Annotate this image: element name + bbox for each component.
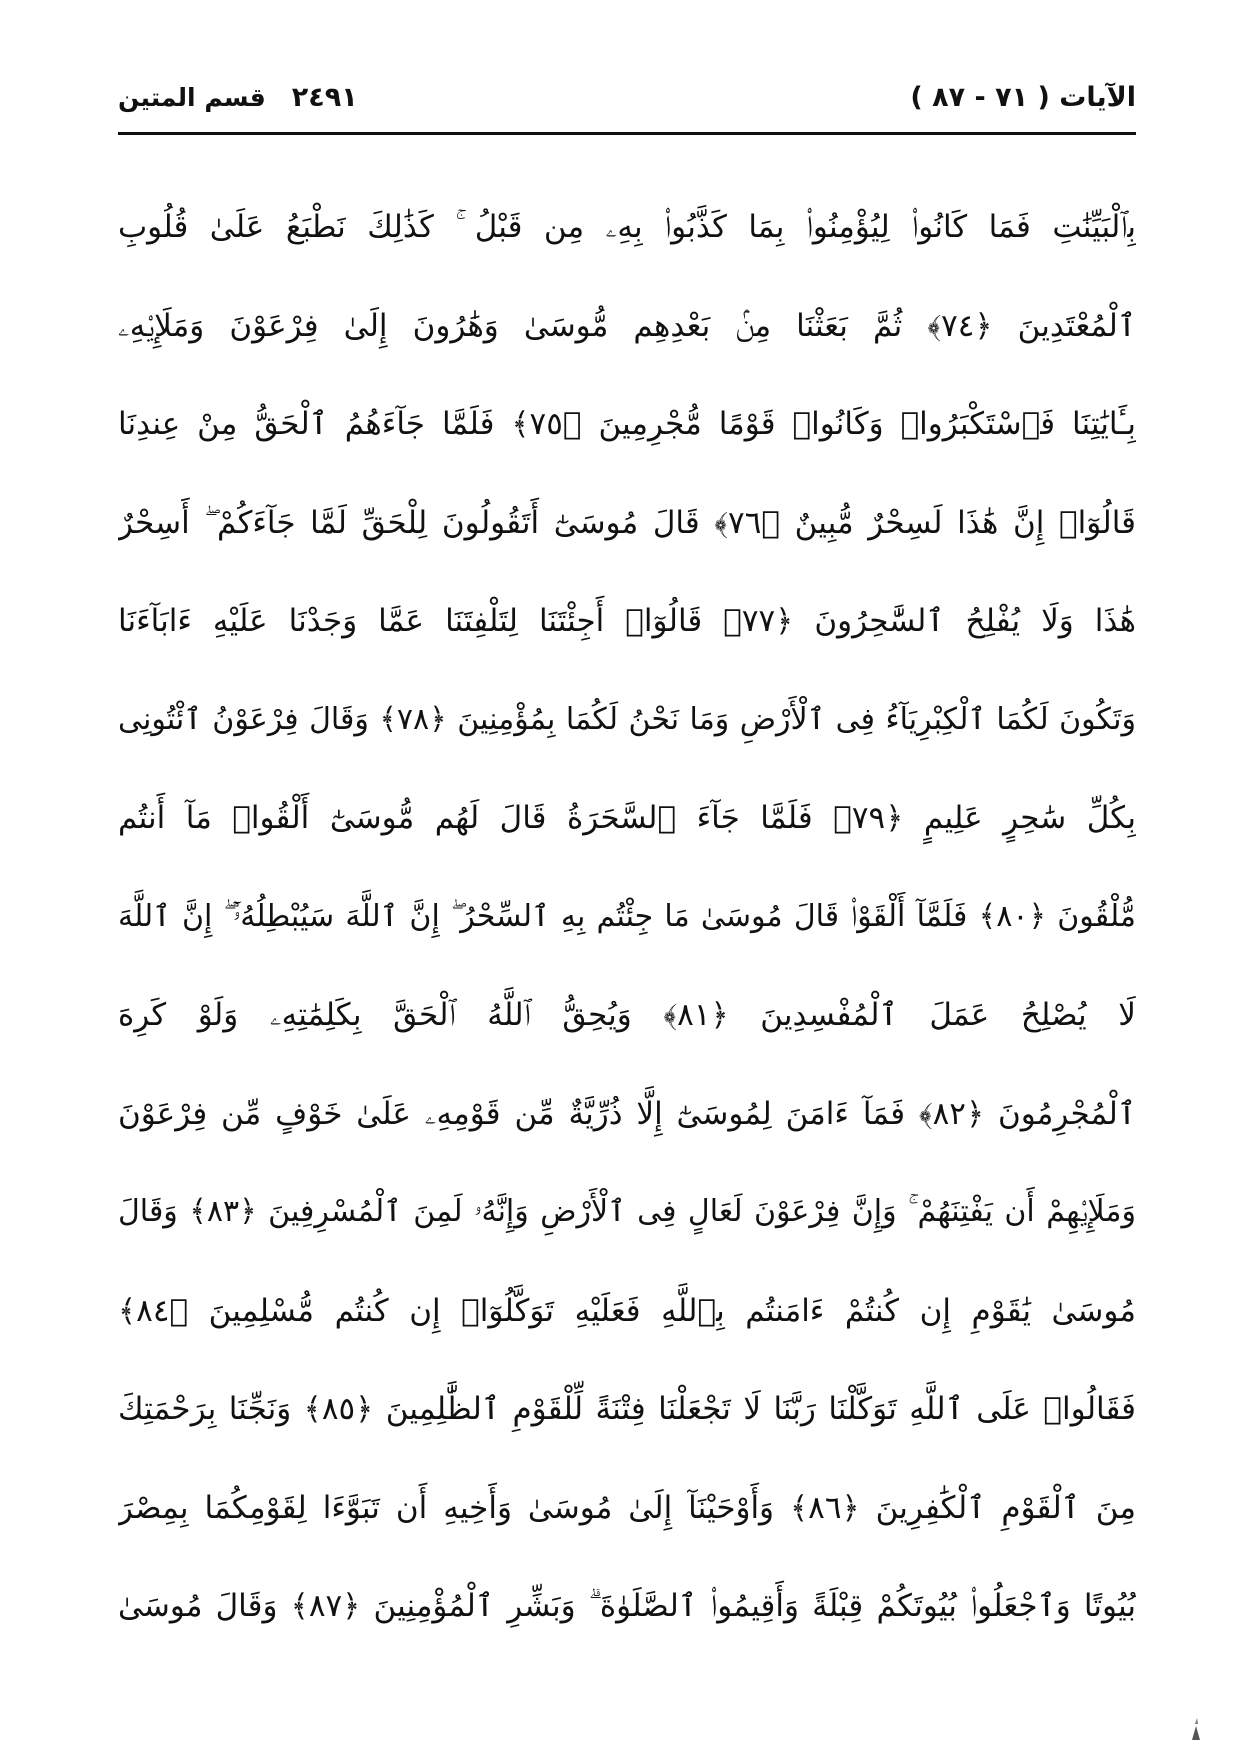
text-line-11: وَمَلَإِي۟هِمْ أَن يَفْتِنَهُمْ ۚ وَإِنَّ فِرْعَوْنَ لَعَالٍ فِى ٱلْأَرْضِ وَإِنَّهُۥ لَمِنَ ٱلْمُسْرِفِينَ ﴿٨٣﴾ وَقَالَ bbox=[118, 1194, 1136, 1229]
text-line-4: قَالُوٓا۟ إِنَّ هَٰذَا لَسِحْرٌ مُّبِينٌ ﴿٧٦﴾ قَالَ مُوسَىٰٓ أَتَقُولُونَ لِلْحَقِّ لَمَّا جَآءَكُمْ ۖ أَسِحْرٌ bbox=[118, 504, 1136, 541]
text-line-3: بِـَٔايَٰتِنَا فَٱسْتَكْبَرُوا۟ وَكَانُوا۟ قَوْمًا مُّجْرِمِينَ ﴿٧٥﴾ فَلَمَّا جَآءَهُمُ ٱلْحَقُّ مِنْ عِندِنَا bbox=[118, 406, 1136, 442]
text-line-5: هَٰذَا وَلَا يُفْلِحُ ٱلسَّٰحِرُونَ ﴿٧٧﴾ قَالُوٓا۟ أَجِئْتَنَا لِتَلْفِتَنَا عَمَّا وَجَدْنَا عَلَيْهِ ءَابَآءَنَا bbox=[118, 603, 1136, 639]
text-line-1: بِٱلْبَيِّنَٰتِ فَمَا كَانُوا۟ لِيُؤْمِنُوا۟ بِمَا كَذَّبُوا۟ بِهِۦ مِن قَبْلُ ۚ كَذَٰلِكَ نَطْبَعُ عَلَىٰ قُلُوبِ bbox=[118, 209, 1136, 245]
text-line-13: فَقَالُوا۟ عَلَى ٱللَّهِ تَوَكَّلْنَا رَبَّنَا لَا تَجْعَلْنَا فِتْنَةً لِّلْقَوْمِ ٱلظَّٰلِمِينَ ﴿٨٥﴾ وَنَجِّنَا بِرَحْمَتِكَ bbox=[118, 1391, 1136, 1427]
text-line-8: مُّلْقُونَ ﴿٨٠﴾ فَلَمَّآ أَلْقَوْا۟ قَالَ مُوسَىٰ مَا جِئْتُم بِهِ ٱلسِّحْرُ ۖ إِنَّ ٱللَّهَ سَيُبْطِلُهُۥٓ ۖ إِنَّ ٱللَّهَ bbox=[118, 898, 1136, 934]
text-line-12: مُوسَىٰ يَٰقَوْمِ إِن كُنتُمْ ءَامَنتُم بِٱللَّهِ فَعَلَيْهِ تَوَكَّلُوٓا۟ إِن كُنتُم مُّسْلِمِينَ ﴿٨٤﴾ bbox=[118, 1292, 1136, 1329]
page-number: ٢٤٩١ bbox=[291, 82, 358, 113]
quran-text bbox=[118, 178, 1136, 1656]
text-line-14: مِنَ ٱلْقَوْمِ ٱلْكَٰفِرِينَ ﴿٨٦﴾ وَأَوْحَيْنَآ إِلَىٰ مُوسَىٰ وَأَخِيهِ أَن تَبَوَّءَا لِقَوْمِكُمَا بِمِصْرَ bbox=[118, 1489, 1136, 1526]
text-line-15: بُيُوتًا وَٱجْعَلُوا۟ بُيُوتَكُمْ قِبْلَةً وَأَقِيمُوا۟ ٱلصَّلَوٰةَ ۗ وَبَشِّرِ ٱلْمُؤْمِنِينَ ﴿٨٧﴾ وَقَالَ مُوسَىٰ bbox=[118, 1588, 1136, 1624]
section-name: قسم المتين bbox=[118, 83, 266, 112]
text-line-2: ٱلْمُعْتَدِينَ ﴿٧٤﴾ ثُمَّ بَعَثْنَا مِنۢ بَعْدِهِم مُّوسَىٰ وَهَٰرُونَ إِلَىٰ فِرْعَوْنَ وَمَلَإِي۟هِۦ bbox=[118, 307, 1136, 344]
text-line-6: وَتَكُونَ لَكُمَا ٱلْكِبْرِيَآءُ فِى ٱلْأَرْضِ وَمَا نَحْنُ لَكُمَا بِمُؤْمِنِينَ ﴿٧٨﴾ وَقَالَ فِرْعَوْنُ ٱئْتُونِى bbox=[118, 701, 1136, 737]
text-line-7: بِكُلِّ سَٰحِرٍ عَلِيمٍ ﴿٧٩﴾ فَلَمَّا جَآءَ ٱلسَّحَرَةُ قَالَ لَهُم مُّوسَىٰٓ أَلْقُوا۟ مَآ أَنتُم bbox=[118, 800, 1136, 836]
header-left-group bbox=[118, 82, 358, 113]
text-line-10: ٱلْمُجْرِمُونَ ﴿٨٢﴾ فَمَآ ءَامَنَ لِمُوسَىٰٓ إِلَّا ذُرِّيَّةٌ مِّن قَوْمِهِۦ عَلَىٰ خَوْفٍ مِّن فِرْعَوْنَ bbox=[118, 1095, 1136, 1132]
text-line-9: لَا يُصْلِحُ عَمَلَ ٱلْمُفْسِدِينَ ﴿٨١﴾ وَيُحِقُّ ٱللَّهُ ٱلْحَقَّ بِكَلِمَٰتِهِۦ وَلَوْ كَرِهَ bbox=[118, 997, 1136, 1033]
header-divider bbox=[118, 132, 1136, 135]
verses-range: الآيات ( ٧١ - ٨٧ ) bbox=[910, 82, 1136, 113]
scan-mark-icon bbox=[1186, 1716, 1206, 1742]
page-header bbox=[118, 78, 1136, 128]
